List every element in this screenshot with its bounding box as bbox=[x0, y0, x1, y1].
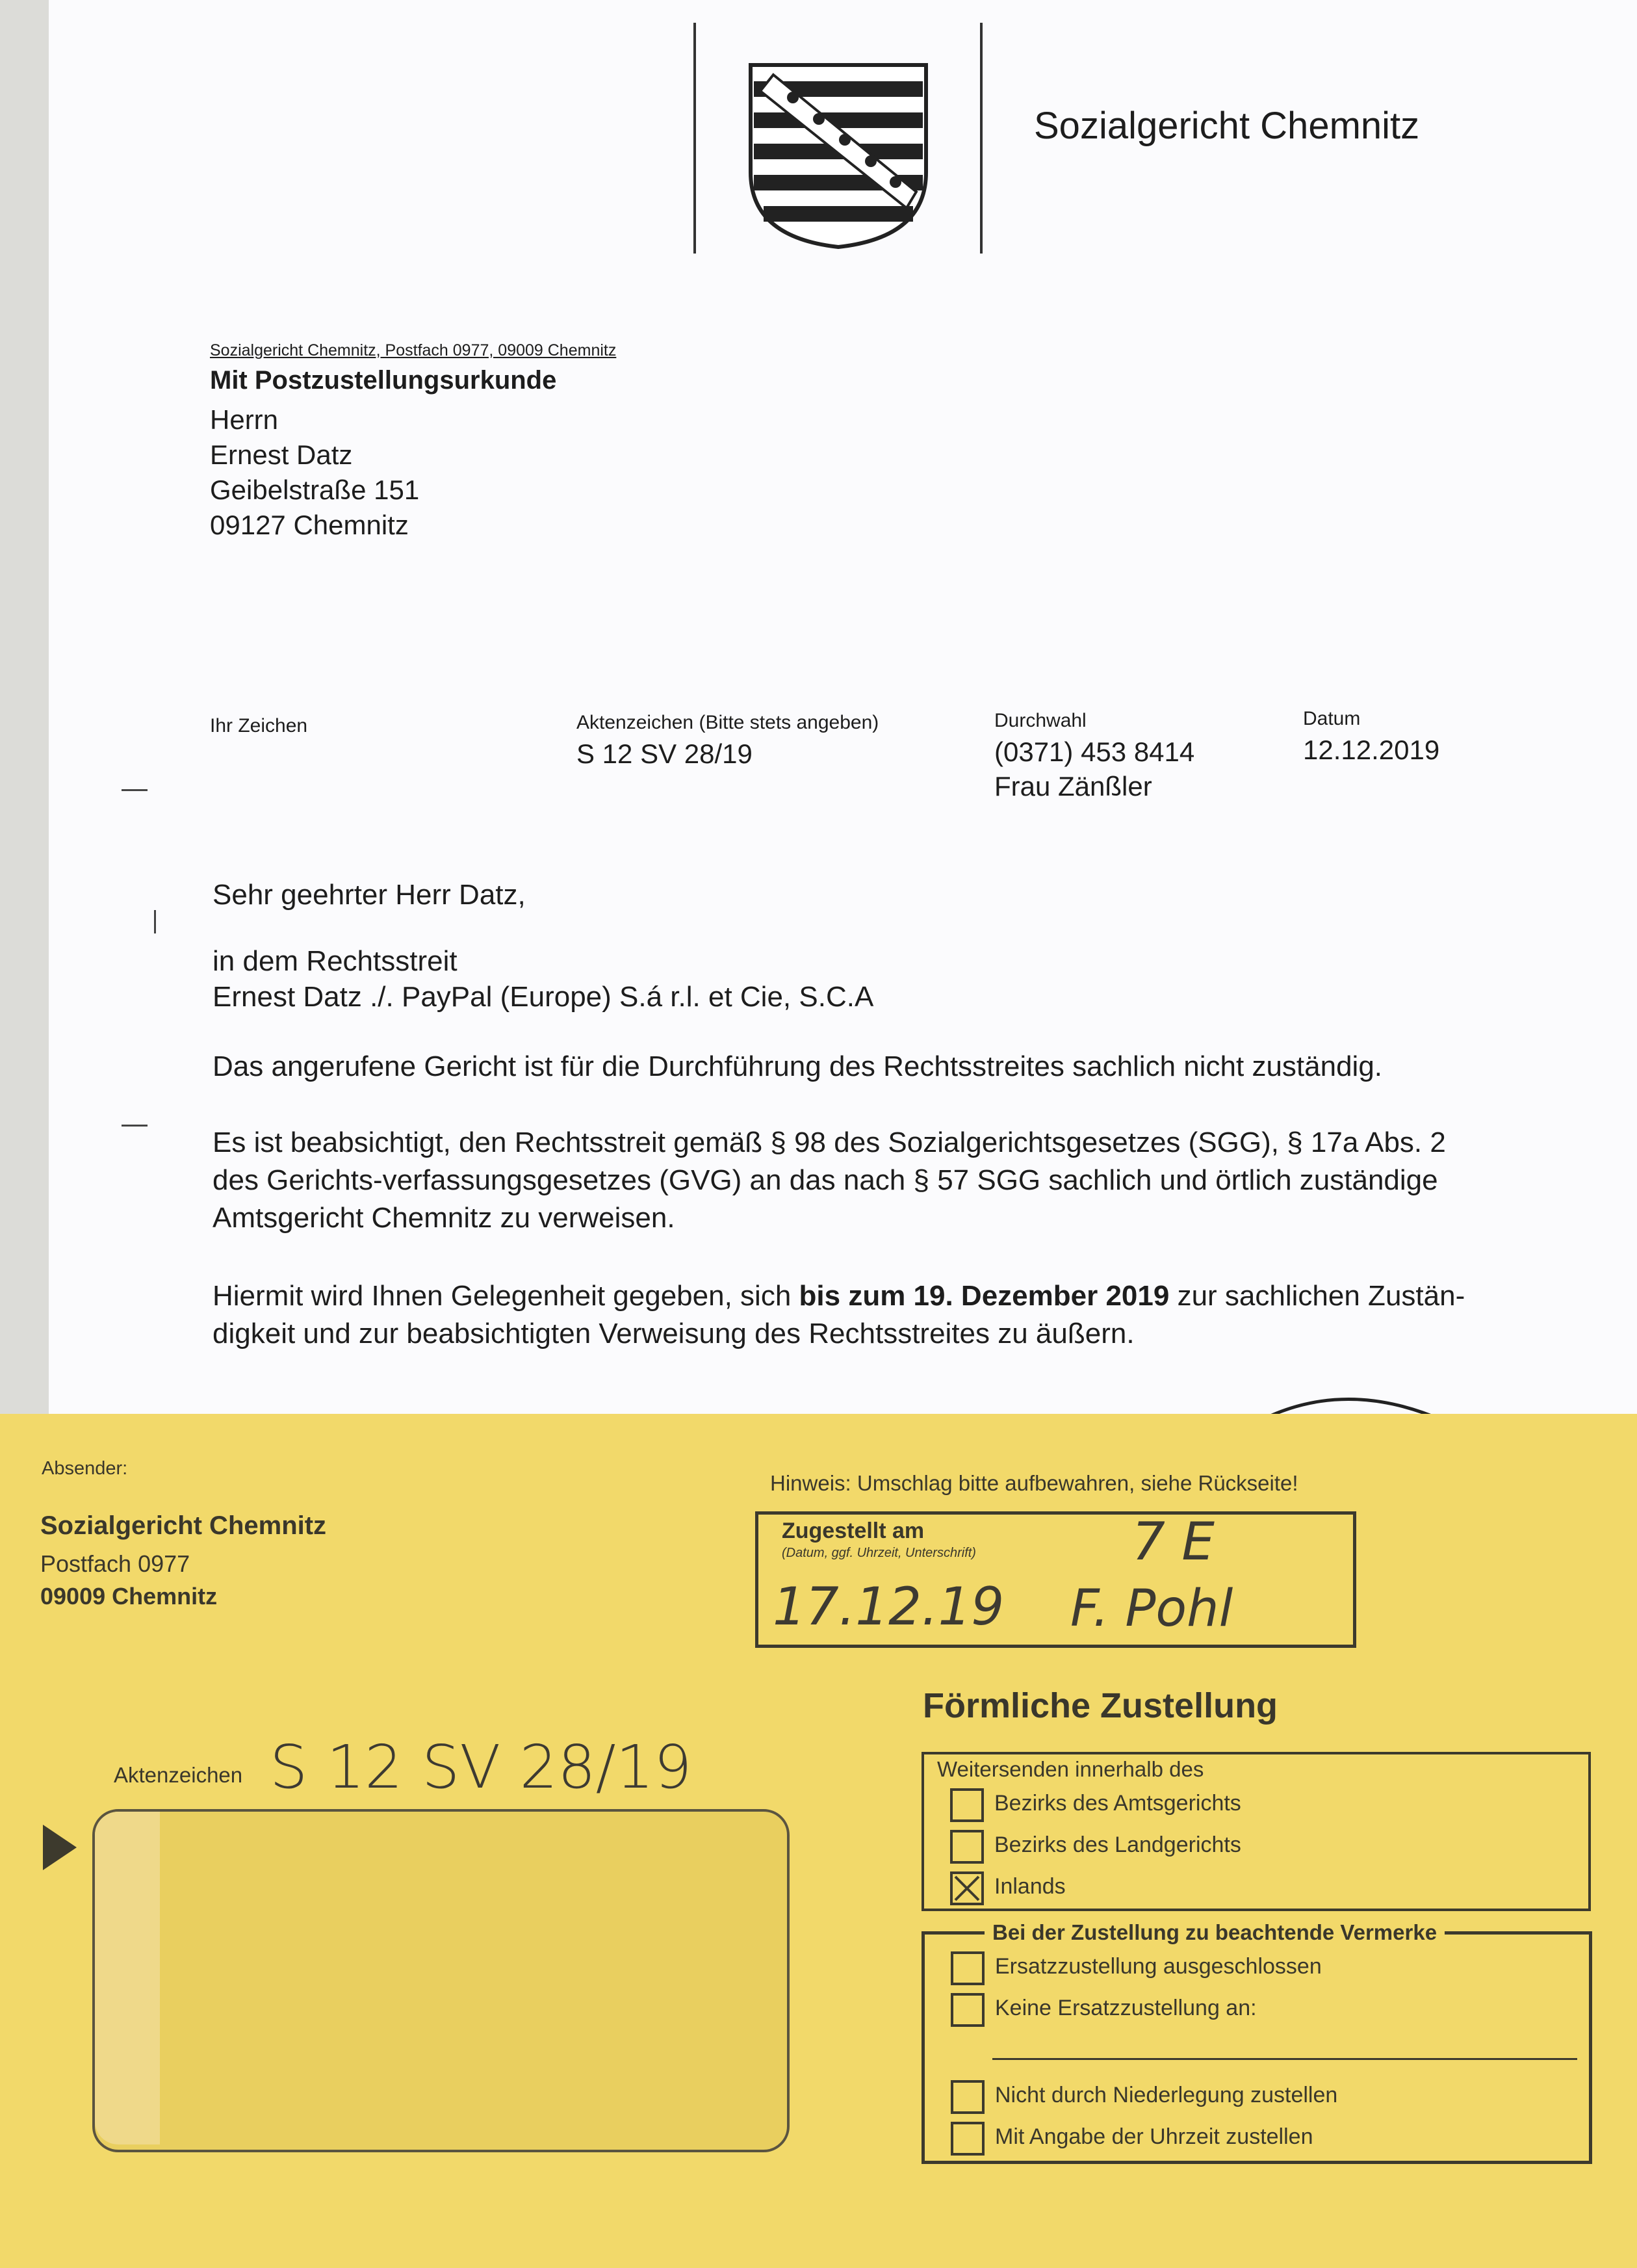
forward-label: Weitersenden innerhalb des bbox=[937, 1757, 1204, 1781]
envelope-window bbox=[92, 1809, 790, 2152]
fold-mark bbox=[122, 789, 148, 791]
forwarding-box bbox=[922, 1752, 1591, 1911]
checkbox-uhrzeit[interactable] bbox=[951, 2122, 985, 2156]
deadline-text: Hiermit wird Ihnen Gelegenheit gegeben, sich bbox=[213, 1280, 799, 1312]
handwritten-signature: F. Pohl bbox=[1070, 1580, 1233, 1638]
checkbox-amtsgericht[interactable] bbox=[950, 1788, 984, 1822]
check-x-icon bbox=[953, 1874, 981, 1903]
formal-delivery-title: Förmliche Zustellung bbox=[923, 1686, 1278, 1725]
durchwahl-value: (0371) 453 8414 bbox=[994, 736, 1195, 767]
zugestellt-subtitle: (Datum, ggf. Uhrzeit, Unterschrift) bbox=[782, 1546, 976, 1560]
datum-value: 12.12.2019 bbox=[1303, 735, 1440, 765]
forward-option-label: Inlands bbox=[994, 1874, 1066, 1899]
handwritten-delivery-code: 7 E bbox=[1132, 1511, 1215, 1572]
paragraph-referral-line: des Gerichts-verfassungsgesetzes (GVG) an das nach § 57 SGG sachlich und örtlich zuständige bbox=[213, 1164, 1438, 1196]
yellow-envelope bbox=[0, 1414, 1637, 2268]
forward-option-label: Bezirks des Amtsgerichts bbox=[994, 1791, 1241, 1816]
recipient-salutation: Herrn bbox=[210, 404, 279, 435]
paragraph-jurisdiction: Das angerufene Gericht ist für die Durchführung des Rechtsstreites sachlich nicht zuständig. bbox=[213, 1050, 1383, 1082]
notes-title: Bei der Zustellung zu beachtende Vermerke bbox=[985, 1920, 1445, 1945]
envelope-aktenzeichen-label: Aktenzeichen bbox=[114, 1763, 243, 1787]
handwritten-aktenzeichen: S 12 SV 28/19 bbox=[270, 1732, 692, 1802]
sender-city: 09009 Chemnitz bbox=[40, 1583, 218, 1610]
recipient-name: Ernest Datz bbox=[210, 439, 353, 470]
checkbox-keine-ersatzzustellung[interactable] bbox=[951, 1993, 985, 2027]
sender-label: Absender: bbox=[42, 1458, 128, 1479]
checkbox-ersatzzustellung-ausgeschlossen[interactable] bbox=[951, 1951, 985, 1985]
letter-greeting: Sehr geehrter Herr Datz, bbox=[213, 879, 526, 911]
paragraph-referral-line: Amtsgericht Chemnitz zu verweisen. bbox=[213, 1202, 675, 1234]
sender-name: Sozialgericht Chemnitz bbox=[40, 1511, 327, 1540]
fold-mark bbox=[122, 1125, 148, 1127]
notes-option-label: Nicht durch Niederlegung zustellen bbox=[995, 2083, 1338, 2107]
handwritten-delivery-date: 17.12.19 bbox=[773, 1576, 1005, 1637]
header-divider-right bbox=[980, 23, 983, 254]
checkbox-inlands-checked[interactable] bbox=[950, 1871, 984, 1905]
delivery-notes-box bbox=[922, 1920, 1592, 2164]
notes-option-label: Keine Ersatzzustellung an: bbox=[995, 1996, 1257, 2020]
checkbox-nicht-niederlegung[interactable] bbox=[951, 2080, 985, 2114]
contact-person: Frau Zänßler bbox=[994, 771, 1152, 802]
header-divider-left bbox=[693, 23, 696, 254]
durchwahl-label: Durchwahl bbox=[994, 710, 1087, 731]
return-address-line: Sozialgericht Chemnitz, Postfach 0977, 09009 Chemnitz bbox=[210, 341, 617, 359]
envelope-hint: Hinweis: Umschlag bitte aufbewahren, siehe Rückseite! bbox=[770, 1471, 1298, 1495]
notes-option-label: Ersatzzustellung ausgeschlossen bbox=[995, 1954, 1322, 1979]
arrow-right-icon bbox=[43, 1825, 79, 1870]
case-parties: Ernest Datz ./. PayPal (Europe) S.á r.l. et Cie, S.C.A bbox=[213, 981, 874, 1013]
window-paper-edge bbox=[95, 1812, 160, 2144]
deadline-text: zur sachlichen Zustän- bbox=[1169, 1280, 1465, 1312]
paragraph-referral-line: Es ist beabsichtigt, den Rechtsstreit gemäß § 98 des Sozialgerichtsgesetzes (SGG), § 17a Abs. 2 bbox=[213, 1127, 1446, 1158]
aktenzeichen-label: Aktenzeichen (Bitte stets angeben) bbox=[576, 712, 879, 733]
checkbox-landgericht[interactable] bbox=[950, 1830, 984, 1864]
sender-postbox: Postfach 0977 bbox=[40, 1550, 190, 1577]
court-name-header: Sozialgericht Chemnitz bbox=[1034, 105, 1420, 147]
paragraph-deadline-line: digkeit und zur beabsichtigten Verweisung des Rechtsstreites zu äußern. bbox=[213, 1318, 1135, 1349]
deadline-date: bis zum 19. Dezember 2019 bbox=[799, 1280, 1170, 1312]
letter-sheet bbox=[49, 0, 1637, 1443]
write-in-line bbox=[992, 2058, 1577, 2060]
recipient-city: 09127 Chemnitz bbox=[210, 510, 409, 540]
recipient-street: Geibelstraße 151 bbox=[210, 475, 420, 505]
saxony-coat-of-arms-logo bbox=[747, 62, 929, 250]
ihr-zeichen-label: Ihr Zeichen bbox=[210, 715, 308, 736]
paragraph-deadline-line bbox=[213, 1277, 1465, 1315]
hole-mark bbox=[154, 910, 156, 933]
aktenzeichen-value: S 12 SV 28/19 bbox=[576, 738, 753, 769]
notes-option-label: Mit Angabe der Uhrzeit zustellen bbox=[995, 2124, 1313, 2149]
forward-option-label: Bezirks des Landgerichts bbox=[994, 1832, 1241, 1857]
zugestellt-title: Zugestellt am bbox=[782, 1519, 925, 1543]
case-intro: in dem Rechtsstreit bbox=[213, 945, 458, 977]
delivery-type: Mit Postzustellungsurkunde bbox=[210, 366, 557, 395]
delivery-record-box bbox=[755, 1511, 1356, 1648]
datum-label: Datum bbox=[1303, 708, 1361, 729]
